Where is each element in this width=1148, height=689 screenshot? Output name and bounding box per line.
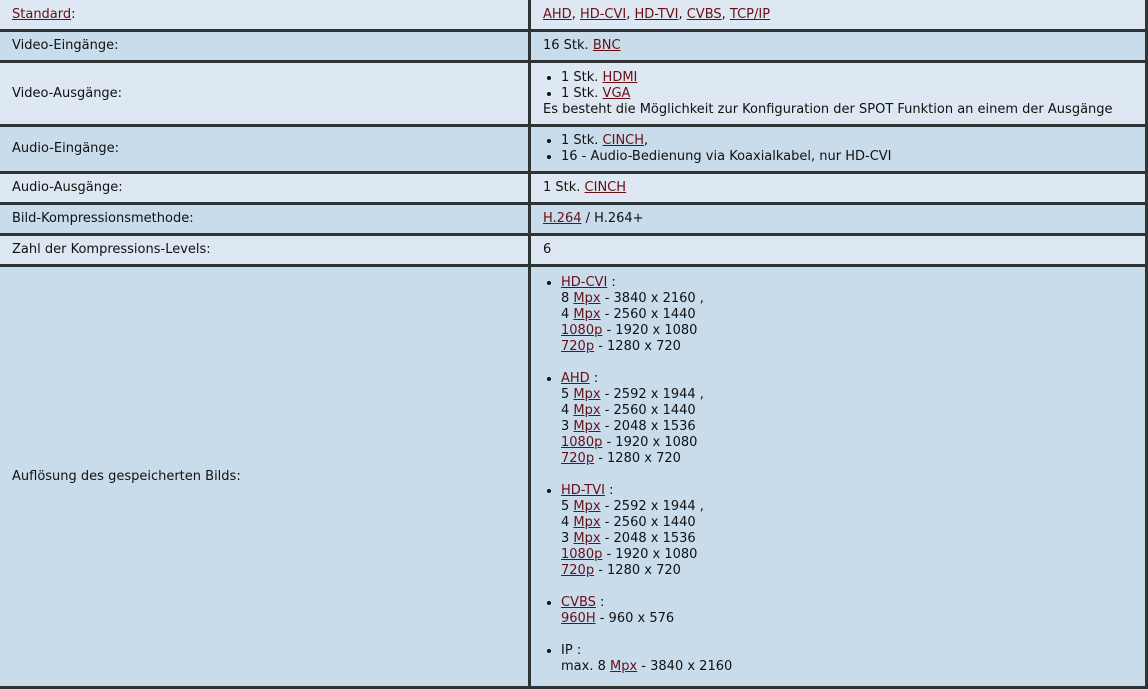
mpx-link[interactable]: Mpx: [610, 659, 638, 674]
res-value: - 2560 x 1440: [600, 403, 696, 418]
res-value: - 2048 x 1536: [600, 419, 696, 434]
resolution-list: [543, 275, 1133, 675]
row-compression-method: [0, 205, 1145, 233]
hdmi-link[interactable]: HDMI: [602, 69, 638, 85]
ahd-link[interactable]: AHD: [543, 6, 572, 22]
label-suffix: :: [71, 6, 76, 22]
value-cell: [531, 63, 1145, 124]
res-prefix: 3: [561, 531, 574, 546]
value-text: 1 Stk.: [543, 180, 585, 195]
value-cell: [531, 267, 1145, 686]
hdcvi-link[interactable]: HD-CVI: [561, 275, 608, 290]
list-item: [561, 133, 1133, 149]
group-colon: :: [607, 275, 616, 290]
row-resolution: [0, 267, 1145, 686]
res-value: - 2048 x 1536: [600, 531, 696, 546]
mpx-link[interactable]: Mpx: [573, 387, 601, 402]
res-prefix: max. 8: [561, 659, 610, 674]
separator: ,: [678, 6, 687, 22]
group-colon: :: [604, 483, 614, 498]
row-compression-levels: [0, 236, 1145, 264]
resolution-group-hdtvi: [561, 483, 1133, 579]
res-value: - 1280 x 720: [594, 339, 681, 354]
1080p-link[interactable]: 1080p: [561, 323, 603, 338]
1080p-link[interactable]: 1080p: [561, 547, 603, 562]
mpx-link[interactable]: Mpx: [573, 403, 601, 418]
separator: ,: [721, 6, 730, 22]
label-cell: Video-Eingänge:: [0, 32, 528, 60]
separator: ,: [571, 6, 580, 22]
res-value: - 960 x 576: [595, 611, 675, 626]
mpx-link[interactable]: Mpx: [573, 515, 601, 530]
960h-link[interactable]: 960H: [561, 611, 596, 626]
720p-link[interactable]: 720p: [561, 451, 595, 466]
hdtvi-link[interactable]: HD-TVI: [561, 483, 605, 498]
tcpip-link[interactable]: TCP/IP: [729, 6, 771, 22]
label-cell: Auflösung des gespeicherten Bilds:: [0, 267, 528, 686]
1080p-link[interactable]: 1080p: [561, 435, 603, 450]
mpx-link[interactable]: Mpx: [573, 531, 601, 546]
res-value: - 3840 x 2160: [637, 659, 733, 674]
label-cell: Bild-Kompressionsmethode:: [0, 205, 528, 233]
output-list: [543, 70, 1133, 102]
separator: ,: [626, 6, 635, 22]
value-cell: [531, 32, 1145, 60]
resolution-group-cvbs: [561, 595, 1133, 627]
mpx-link[interactable]: Mpx: [573, 291, 601, 306]
mpx-link[interactable]: Mpx: [573, 499, 601, 514]
list-item: [561, 149, 1133, 165]
row-standard: [0, 0, 1145, 29]
standard-link[interactable]: Standard: [12, 6, 72, 22]
cvbs-link[interactable]: CVBS: [561, 595, 596, 610]
row-video-outputs: [0, 63, 1145, 124]
res-prefix: 4: [561, 515, 574, 530]
item-suffix: ,: [644, 133, 649, 148]
row-audio-outputs: [0, 174, 1145, 202]
vga-link[interactable]: VGA: [602, 85, 631, 101]
res-value: - 1920 x 1080: [602, 547, 698, 562]
item-text: 1 Stk.: [561, 69, 603, 85]
item-text: 1 Stk.: [561, 85, 603, 101]
res-value: - 2592 x 1944 ,: [600, 387, 704, 402]
res-prefix: 5: [561, 387, 574, 402]
value-cell: 6: [531, 236, 1145, 264]
res-value: - 2592 x 1944 ,: [600, 499, 704, 514]
bnc-link[interactable]: BNC: [592, 38, 621, 53]
list-item: [561, 70, 1133, 86]
value-cell: [531, 174, 1145, 202]
label-cell: Video-Ausgänge:: [0, 63, 528, 124]
res-prefix: 3: [561, 419, 574, 434]
720p-link[interactable]: 720p: [561, 339, 595, 354]
value-text: 16 Stk.: [543, 38, 593, 53]
mpx-link[interactable]: Mpx: [573, 307, 601, 322]
group-colon: :: [595, 595, 605, 610]
hdcvi-link[interactable]: HD-CVI: [579, 6, 627, 22]
row-video-inputs: [0, 32, 1145, 60]
row-audio-inputs: [0, 127, 1145, 171]
value-cell: [531, 127, 1145, 171]
h264-link[interactable]: H.264: [543, 211, 582, 226]
ip-head: IP: [561, 643, 573, 658]
group-colon: :: [589, 371, 599, 386]
cinch-link[interactable]: CINCH: [584, 180, 627, 195]
ahd-link[interactable]: AHD: [561, 371, 590, 386]
spot-note: Es besteht die Möglichkeit zur Konfiguration der SPOT Funktion an einem der Ausgänge: [543, 101, 1113, 117]
cvbs-link[interactable]: CVBS: [686, 6, 722, 22]
mpx-link[interactable]: Mpx: [573, 419, 601, 434]
label-cell: Audio-Eingänge:: [0, 127, 528, 171]
value-text: / H.264+: [581, 211, 644, 226]
res-value: - 3840 x 2160 ,: [600, 291, 704, 306]
value-cell: [531, 0, 1145, 29]
label-cell: Zahl der Kompressions-Levels:: [0, 236, 528, 264]
res-value: - 1280 x 720: [594, 563, 681, 578]
label-cell: [0, 0, 528, 29]
res-prefix: 5: [561, 499, 574, 514]
res-prefix: 4: [561, 307, 574, 322]
audio-input-list: [543, 133, 1133, 165]
res-value: - 2560 x 1440: [600, 515, 696, 530]
resolution-group-ip: [561, 643, 1133, 675]
item-text: 1 Stk.: [561, 133, 603, 148]
res-prefix: 4: [561, 403, 574, 418]
label-cell: Audio-Ausgänge:: [0, 174, 528, 202]
list-item: [561, 86, 1133, 102]
hdtvi-link[interactable]: HD-TVI: [634, 6, 679, 22]
res-value: - 1920 x 1080: [602, 435, 698, 450]
720p-link[interactable]: 720p: [561, 563, 595, 578]
resolution-group-ahd: [561, 371, 1133, 467]
cinch-link[interactable]: CINCH: [602, 133, 645, 148]
value-cell: [531, 205, 1145, 233]
res-prefix: 8: [561, 291, 574, 306]
group-colon: :: [572, 643, 582, 658]
res-value: - 1280 x 720: [594, 451, 681, 466]
resolution-group-hdcvi: [561, 275, 1133, 355]
res-value: - 2560 x 1440: [600, 307, 696, 322]
res-value: - 1920 x 1080: [602, 323, 698, 338]
item-text: 16 - Audio-Bedienung via Koaxialkabel, nur HD-CVI: [561, 149, 892, 164]
